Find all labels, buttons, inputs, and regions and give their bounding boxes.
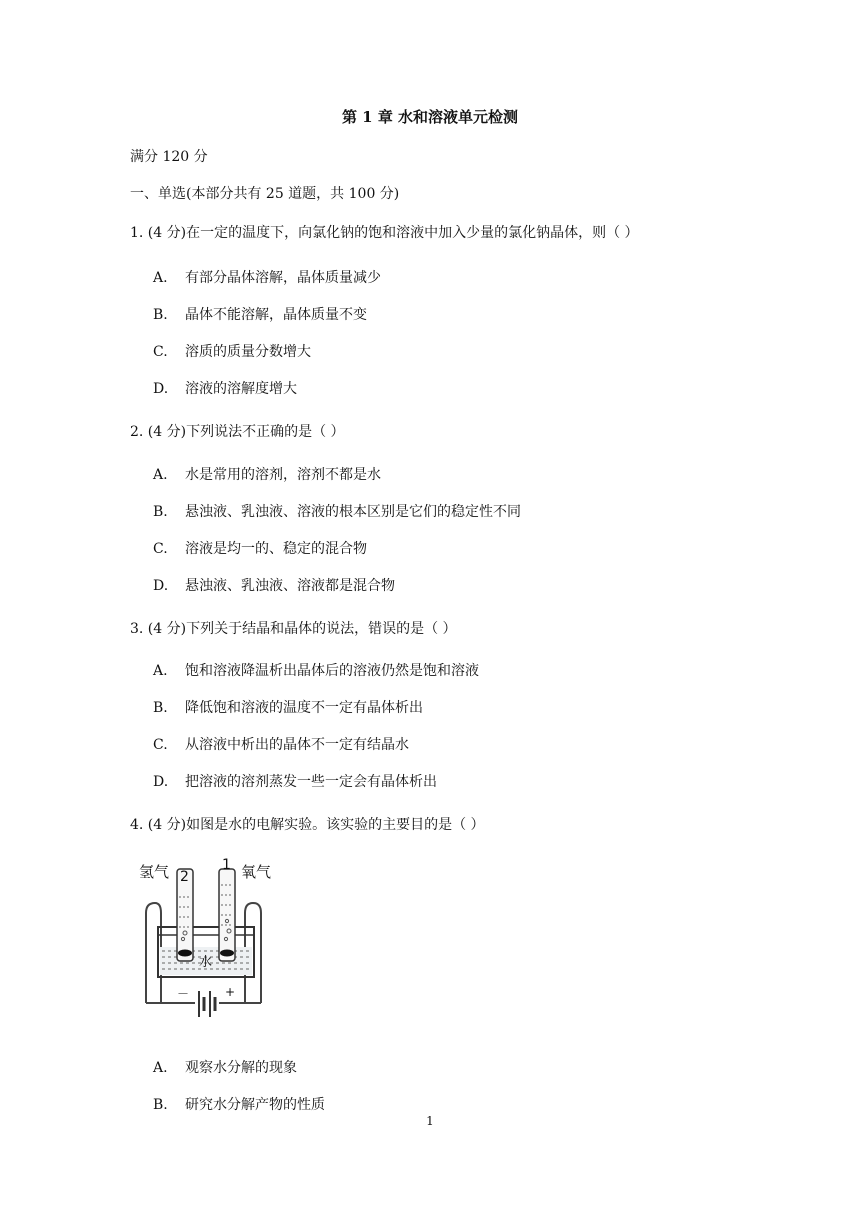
- q3-option-a: [153, 660, 479, 680]
- option-letter: A.: [153, 270, 168, 286]
- q1-option-c: [153, 341, 311, 361]
- option-letter: B.: [153, 1097, 168, 1113]
- option-text: 研究水分解产物的性质: [185, 1097, 325, 1113]
- page-number: 1: [426, 1114, 434, 1128]
- option-text: 溶液是均一的、稳定的混合物: [185, 541, 367, 557]
- option-text: 饱和溶液降温析出晶体后的溶液仍然是饱和溶液: [185, 663, 479, 679]
- option-letter: D.: [153, 578, 169, 594]
- option-letter: B.: [153, 307, 168, 323]
- q3-option-c: [153, 734, 409, 754]
- electrolysis-apparatus-figure: [133, 855, 283, 1030]
- option-text: 从溶液中析出的晶体不一定有结晶水: [185, 737, 409, 753]
- q1-option-b: [153, 304, 367, 324]
- option-text: 溶质的质量分数增大: [185, 344, 311, 360]
- option-letter: B.: [153, 700, 168, 716]
- q3-option-d: [153, 771, 437, 791]
- question-1: 1. (4 分)在一定的温度下，向氯化钠的饱和溶液中加入少量的氯化钠晶体，则（ ）: [130, 225, 639, 241]
- option-text: 悬浊液、乳浊液、溶液的根本区别是它们的稳定性不同: [185, 504, 521, 520]
- option-letter: A.: [153, 467, 168, 483]
- option-text: 溶液的溶解度增大: [185, 381, 297, 397]
- question-2: 2. (4 分)下列说法不正确的是（ ）: [130, 424, 345, 440]
- tube-2-label: 2: [180, 869, 189, 885]
- option-letter: C.: [153, 737, 168, 753]
- option-text: 降低饱和溶液的温度不一定有晶体析出: [185, 700, 423, 716]
- q2-option-b: [153, 501, 521, 521]
- negative-terminal-label: －: [177, 987, 190, 1001]
- option-letter: A.: [153, 1060, 168, 1076]
- option-text: 水是常用的溶剂，溶剂不都是水: [185, 467, 381, 483]
- option-letter: D.: [153, 774, 169, 790]
- option-text: 把溶液的溶剂蒸发一些一定会有晶体析出: [185, 774, 437, 790]
- q1-option-d: [153, 378, 297, 398]
- q4-option-b: [153, 1094, 325, 1114]
- positive-terminal-label: +: [225, 985, 236, 999]
- option-letter: C.: [153, 344, 168, 360]
- tube-1-label: 1: [222, 857, 231, 873]
- q2-option-d: [153, 575, 395, 595]
- hydrogen-label: 氢气: [139, 863, 170, 881]
- option-text: 悬浊液、乳浊液、溶液都是混合物: [185, 578, 395, 594]
- option-letter: C.: [153, 541, 168, 557]
- option-letter: A.: [153, 663, 168, 679]
- q1-option-a: [153, 267, 381, 287]
- option-text: 观察水分解的现象: [185, 1060, 297, 1076]
- option-text: 晶体不能溶解，晶体质量不变: [185, 307, 367, 323]
- q4-option-a: [153, 1057, 297, 1077]
- option-letter: B.: [153, 504, 168, 520]
- question-3: 3. (4 分)下列关于结晶和晶体的说法，错误的是（ ）: [130, 621, 457, 637]
- question-4: 4. (4 分)如图是水的电解实验。该实验的主要目的是（ ）: [130, 817, 485, 833]
- full-score: 满分 120 分: [130, 149, 208, 165]
- q2-option-a: [153, 464, 381, 484]
- oxygen-label: 氧气: [241, 863, 272, 881]
- option-letter: D.: [153, 381, 169, 397]
- page-title: 第 1 章 水和溶液单元检测: [341, 108, 519, 126]
- q3-option-b: [153, 697, 423, 717]
- section-heading: 一、单选(本部分共有 25 道题，共 100 分): [130, 186, 400, 202]
- q2-option-c: [153, 538, 367, 558]
- option-text: 有部分晶体溶解，晶体质量减少: [185, 270, 381, 286]
- water-label: 水: [199, 955, 213, 970]
